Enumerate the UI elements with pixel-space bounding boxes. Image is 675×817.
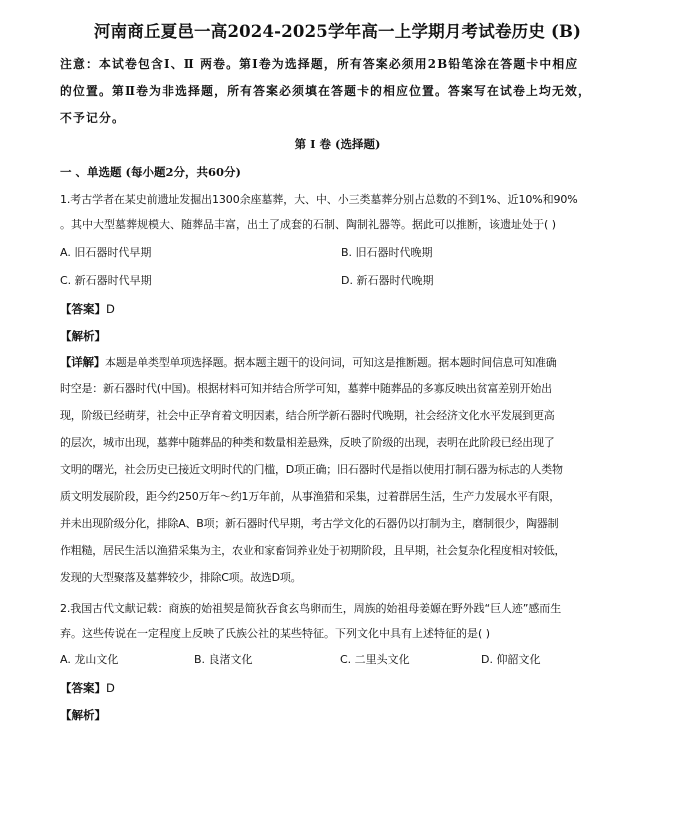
- q1-stem-line-1: 1.考古学者在某史前遗址发掘出1300余座墓葬，大、中、小三类墓葬分别占总数的不到1%、近10%和90%: [60, 193, 578, 206]
- q1-answer-label: 【答案】: [60, 302, 106, 316]
- q1-detail-text-1: 本题是单类型单项选择题。据本题主题干的设问词，可知这是推断题。据本题时间信息可知准确: [105, 356, 557, 369]
- q2-answer: [60, 680, 635, 696]
- section-title: 第 Ⅰ 卷 (选择题): [294, 137, 381, 151]
- q2-option-c: C. 二里头文化: [340, 653, 410, 666]
- q1-detail-line-3: 现，阶级已经萌芽，社会中正孕育着文明因素，结合所学新石器时代晚期，社会经济文化水平发展到更高: [60, 409, 555, 422]
- notice-line-3: 不予记分。: [60, 111, 125, 125]
- q1-answer: [60, 301, 635, 317]
- q2-stem-line-2: 弃。这些传说在一定程度上反映了氏族公社的某些特征。下列文化中具有上述特征的是( ): [60, 627, 491, 640]
- q2-answer-label: 【答案】: [60, 681, 106, 695]
- q1-detail-line-5: 文明的曙光，社会历史已接近文明时代的门槛，D项正确；旧石器时代是指以使用打制石器为标志的人类物: [60, 463, 563, 476]
- q1-stem-line-2: 。其中大型墓葬规模大、随葬品丰富，出土了成套的石制、陶制礼器等。据此可以推断，该遗址处于( ): [60, 218, 557, 231]
- q1-detail-line-6: 质文明发展阶段，距今约250万年～约1万年前，从事渔猎和采集，过着群居生活，生产力发展水平有限，: [60, 490, 560, 503]
- q2-option-a: A. 龙山文化: [60, 653, 119, 666]
- exam-title: 河南商丘夏邑一高2024-2025学年高一上学期月考试卷历史 (B): [93, 22, 582, 41]
- q1-detail-line-2: 时空是：新石器时代(中国)。根据材料可知并结合所学可知，墓葬中随葬品的多寡反映出贫富差别开始出: [60, 382, 552, 395]
- q1-detail-line-4: 的层次，城市出现，墓葬中随葬品的种类和数量相差悬殊，反映了阶级的出现，表明在此阶段已经出现了: [60, 436, 555, 449]
- q1-option-b: B. 旧石器时代晚期: [341, 246, 433, 259]
- notice-line-2: 的位置。第Ⅱ卷为非选择题，所有答案必须填在答题卡的相应位置。答案写在试卷上均无效，: [60, 84, 592, 98]
- q1-detail-line-7: 并未出现阶级分化，排除A、B项；新石器时代早期，考古学文化的石器仍以打制为主，磨制很少，陶器制: [60, 517, 559, 530]
- q2-option-b: B. 良渚文化: [194, 653, 253, 666]
- q1-detail-line-9: 发现的大型聚落及墓葬较少，排除C项。故选D项。: [60, 571, 302, 584]
- q2-option-d: D. 仰韶文化: [481, 653, 541, 666]
- q2-answer-value: D: [106, 681, 115, 695]
- q1-detail-line-8: 作粗糙，居民生活以渔猎采集为主，农业和家畜饲养业处于初期阶段，且早期，社会复杂化程度相对较低，: [60, 544, 566, 557]
- q1-analysis-label: 【解析】: [60, 329, 106, 343]
- q2-analysis-label: 【解析】: [60, 708, 106, 722]
- notice-line-1: 注意：本试卷包含Ⅰ、Ⅱ 两卷。第Ⅰ卷为选择题，所有答案必须用2B铅笔涂在答题卡中相应: [60, 57, 579, 71]
- section-heading: 一 、单选题 (每小题2分，共60分): [60, 165, 241, 179]
- q1-detail-label: 【详解】: [60, 355, 105, 369]
- q1-option-a: A. 旧石器时代早期: [60, 246, 152, 259]
- q1-answer-value: D: [106, 302, 115, 316]
- q1-option-d: D. 新石器时代晚期: [341, 274, 434, 287]
- q1-detail-line-1: [60, 354, 635, 371]
- q1-option-c: C. 新石器时代早期: [60, 274, 152, 287]
- q2-stem-line-1: 2.我国古代文献记载：商族的始祖契是简狄吞食玄鸟卵而生，周族的始祖母姜嫄在野外践“巨人迹”感而生: [60, 602, 562, 615]
